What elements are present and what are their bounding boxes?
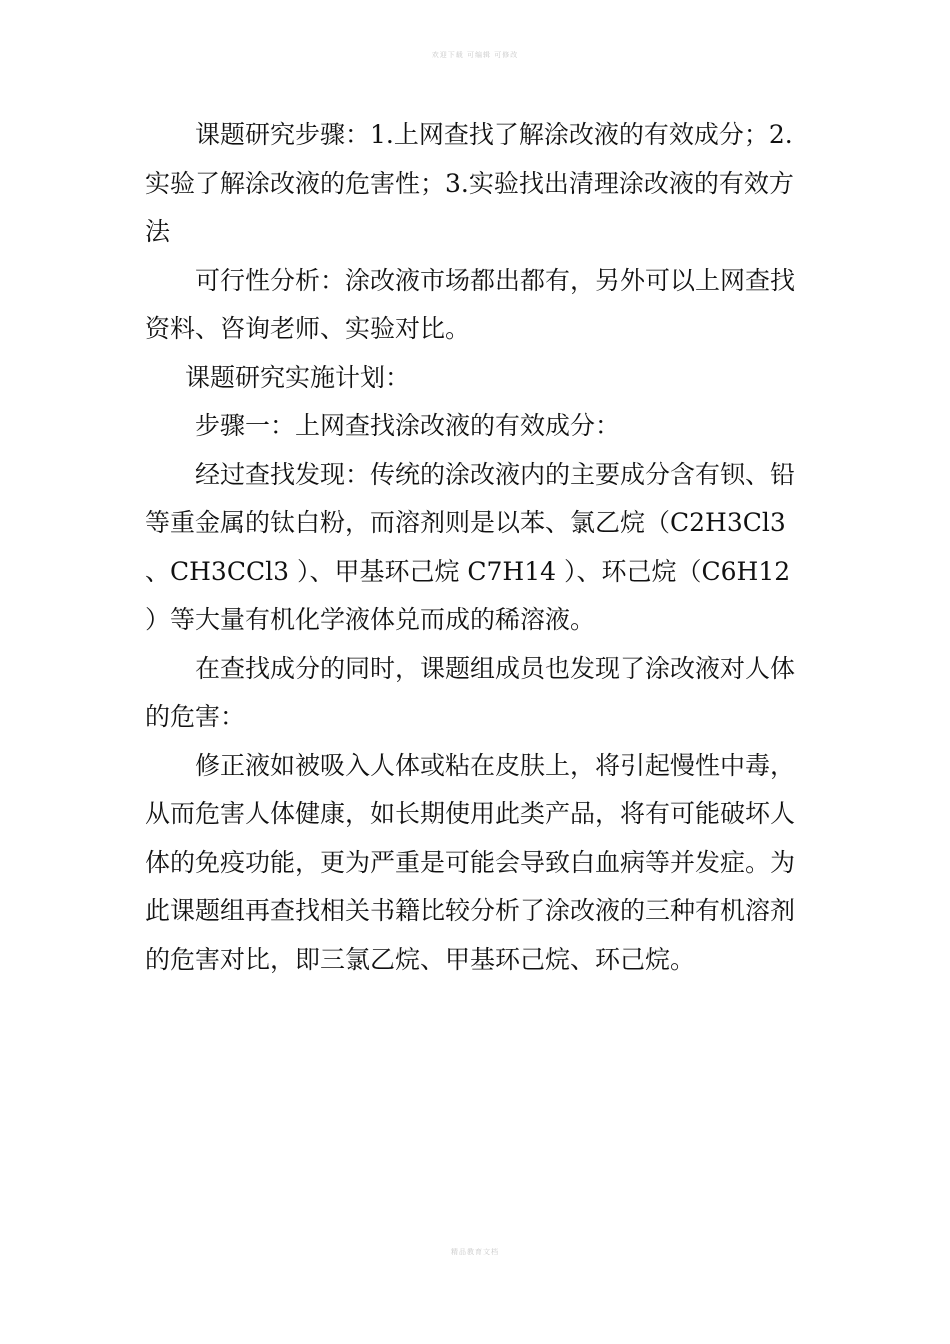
paragraph-feasibility-analysis: 可行性分析：涂改液市场都出都有，另外可以上网查找资料、咨询老师、实验对比。 <box>145 265 796 343</box>
page-footer-note: 精品教育文档 <box>451 1248 499 1256</box>
heading-implementation-plan: 课题研究实施计划： <box>185 362 411 392</box>
paragraph-findings: 经过查找发现：传统的涂改液内的主要成分含有钡、铅等重金属的钛白粉，而溶剂则是以苯、氯乙烷（C2H3Cl3 、CH3CCl3 ）、甲基环己烷 C7H14 ）、环己烷（C6H12 ）等大量有机化学液体兑而成的稀溶液。 <box>145 459 796 634</box>
paragraph-research-steps: 课题研究步骤：1.上网查找了解涂改液的有效成分；2.实验了解涂改液的危害性；3.实验找出清理涂改液的有效方法 <box>145 120 794 246</box>
document-body <box>145 111 810 984</box>
page-header-note: 欢迎下载 可编辑 可修改 <box>431 51 519 59</box>
heading-step-one: 步骤一：上网查找涂改液的有效成分： <box>195 411 621 440</box>
paragraph-harm-intro: 在查找成分的同时，课题组成员也发现了涂改液对人体的危害： <box>145 653 796 731</box>
paragraph-harm-details: 修正液如被吸入人体或粘在皮肤上，将引起慢性中毒，从而危害人体健康，如长期使用此类产品，将有可能破坏人体的免疫功能，更为严重是可能会导致白血病等并发症。为此课题组再查找相关书籍比较分析了涂改液的三种有机溶剂的危害对比，即三氯乙烷、甲基环己烷、环己烷。 <box>145 750 796 974</box>
